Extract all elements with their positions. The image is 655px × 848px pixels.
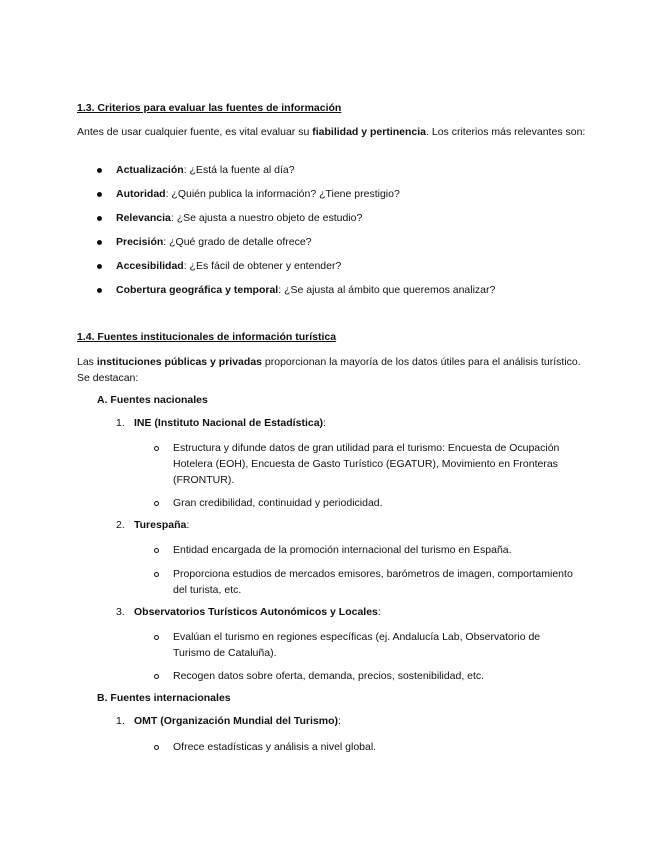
sub-item: Ofrece estadísticas y análisis a nivel global.: [173, 741, 377, 753]
institution-observatorios: [134, 606, 381, 618]
section-heading-1-3: 1.3. Criterios para evaluar las fuentes de información: [77, 102, 342, 114]
criterion-term: Actualización: [116, 164, 184, 176]
bullet-icon: [97, 192, 102, 197]
criterion-text: : ¿Quién publica la información? ¿Tiene prestigio?: [165, 188, 400, 200]
circle-bullet-icon: [154, 548, 159, 553]
criterion-text: : ¿Se ajusta al ámbito que queremos analizar?: [278, 284, 496, 296]
list-number: 2.: [116, 519, 125, 531]
list-number: 1.: [116, 417, 125, 429]
institution-suffix: :: [186, 519, 190, 531]
sub-item: Estructura y difunde datos de gran utilidad para el turismo: Encuesta de Ocupación Hotelera (EOH), Encuesta de Gasto Turístico (EGATUR), Movimiento en Fronteras (FRONTUR).: [173, 442, 560, 486]
sub-item: Gran credibilidad, continuidad y periodicidad.: [173, 497, 383, 509]
criterion-text: : ¿Está la fuente al día?: [183, 164, 295, 176]
criterion-text: : ¿Es fácil de obtener y entender?: [183, 260, 342, 272]
criterion-term: Accesibilidad: [116, 260, 184, 272]
sub-item: Evalúan el turismo en regiones específicas (ej. Andalucía Lab, Observatorio de Turismo de Cataluña).: [173, 631, 541, 659]
criterion-item: [116, 236, 312, 248]
intro-text-pre: Antes de usar cualquier fuente, es vital evaluar su: [77, 126, 313, 138]
criterion-term: Precisión: [116, 236, 164, 248]
circle-bullet-icon: [154, 635, 159, 640]
bullet-icon: [97, 216, 102, 221]
criterion-item: [116, 284, 495, 296]
bullet-icon: [97, 240, 102, 245]
intro-text-pre: Las: [77, 356, 97, 368]
criterion-item: [116, 188, 400, 200]
list-number: 3.: [116, 606, 125, 618]
criterion-item: [116, 164, 295, 176]
circle-bullet-icon: [154, 674, 159, 679]
intro-text-bold: instituciones públicas y privadas: [96, 356, 262, 368]
group-a-label: A. Fuentes nacionales: [97, 394, 208, 406]
intro-text-post: . Los criterios más relevantes son:: [426, 126, 586, 138]
criterion-term: Autoridad: [116, 188, 166, 200]
institution-turespana: [134, 519, 189, 531]
section-1-3-intro: [77, 124, 587, 140]
criterion-item: [116, 260, 341, 272]
section-heading-1-4: 1.4. Fuentes institucionales de información turística: [77, 331, 337, 343]
criterion-item: [116, 212, 362, 224]
circle-bullet-icon: [154, 572, 159, 577]
institution-ine: [134, 417, 326, 429]
group-b-label: B. Fuentes internacionales: [97, 692, 231, 704]
institution-name: Observatorios Turísticos Autonómicos y Locales: [134, 606, 378, 618]
institution-name: Turespaña: [134, 519, 187, 531]
intro-text-bold: fiabilidad y pertinencia: [312, 126, 427, 138]
circle-bullet-icon: [154, 501, 159, 506]
institution-suffix: :: [377, 606, 381, 618]
bullet-icon: [97, 264, 102, 269]
criterion-term: Relevancia: [116, 212, 171, 224]
sub-item: Proporciona estudios de mercados emisores, barómetros de imagen, comportamiento del turista, etc.: [173, 568, 573, 596]
institution-name: OMT (Organización Mundial del Turismo): [134, 715, 338, 727]
criterion-text: : ¿Se ajusta a nuestro objeto de estudio?: [170, 212, 363, 224]
criterion-text: : ¿Qué grado de detalle ofrece?: [163, 236, 312, 248]
circle-bullet-icon: [154, 745, 159, 750]
institution-omt: [134, 715, 341, 727]
sub-item: Entidad encargada de la promoción internacional del turismo en España.: [173, 544, 512, 556]
institution-suffix: :: [323, 417, 326, 429]
intro-text-post: proporcionan la mayoría de los datos útiles para el análisis turístico. Se destacan:: [77, 356, 581, 384]
bullet-icon: [97, 288, 102, 293]
institution-suffix: :: [337, 715, 341, 727]
bullet-icon: [97, 168, 102, 173]
institution-name: INE (Instituto Nacional de Estadística): [134, 417, 324, 429]
circle-bullet-icon: [154, 446, 159, 451]
criterion-term: Cobertura geográfica y temporal: [116, 284, 279, 296]
section-1-4-intro: [77, 354, 587, 386]
list-number: 1.: [116, 715, 125, 727]
sub-item: Recogen datos sobre oferta, demanda, precios, sostenibilidad, etc.: [173, 670, 485, 682]
